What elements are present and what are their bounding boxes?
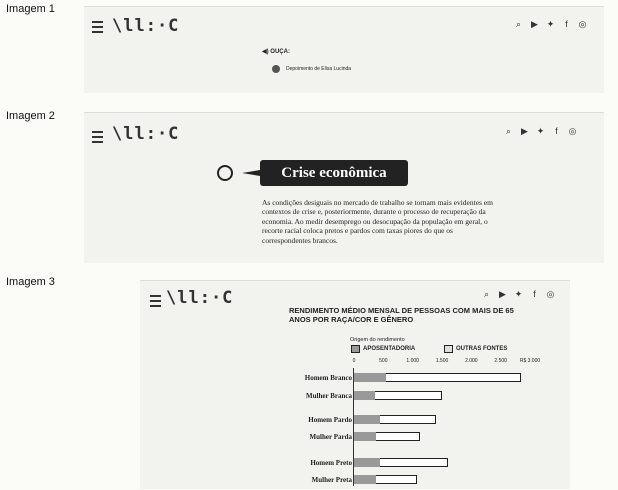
menu-icon[interactable] — [92, 131, 103, 143]
search-icon[interactable]: ⌕ — [505, 126, 512, 136]
bar-aposentadoria — [354, 373, 386, 382]
category-label: Homem Branco — [304, 374, 352, 382]
category-label: Homem Pardo — [308, 416, 352, 424]
bar-aposentadoria — [354, 415, 380, 424]
legend-item-outras-fontes — [444, 345, 507, 353]
twitter-icon[interactable]: ✦ — [546, 19, 555, 29]
instagram-icon[interactable]: ◎ — [578, 19, 587, 29]
menu-icon[interactable] — [150, 295, 161, 307]
youtube-icon[interactable]: ▶ — [521, 126, 528, 136]
chart-title: RENDIMENTO MÉDIO MENSAL DE PESSOAS COM MAIS DE 65 ANOS POR RAÇA/COR E GÊNERO — [289, 306, 514, 324]
site-logo[interactable]: \ll:·C — [112, 16, 180, 36]
legend-item-aposentadoria — [351, 345, 415, 353]
label-imagem-1: Imagem 1 — [6, 3, 55, 15]
legend-label-aposentadoria: APOSENTADORIA — [363, 346, 416, 352]
screenshot-panel-1 — [84, 6, 604, 93]
section-title: Crise econômica — [260, 160, 408, 186]
category-label: Mulher Branca — [306, 392, 352, 400]
menu-icon[interactable] — [92, 21, 103, 33]
x-tick-label: R$ 3.000 — [519, 358, 541, 364]
marker-circle-icon — [217, 165, 233, 181]
x-tick-label: 2.500 — [494, 358, 507, 364]
x-tick-label: 0 — [352, 358, 356, 364]
site-logo[interactable]: \ll:·C — [112, 124, 180, 144]
category-label: Homem Preto — [310, 459, 352, 467]
category-label: Mulher Parda — [309, 433, 352, 441]
x-tick-label: 1.000 — [406, 358, 419, 364]
bar-aposentadoria — [354, 391, 375, 400]
legend-swatch-aposentadoria — [351, 345, 360, 353]
x-tick-label: 1.500 — [435, 358, 449, 364]
social-icons — [482, 289, 555, 300]
instagram-icon[interactable]: ◎ — [546, 289, 555, 299]
bar-aposentadoria — [354, 432, 376, 441]
search-icon[interactable]: ⌕ — [483, 289, 490, 299]
facebook-icon[interactable]: f — [533, 289, 536, 299]
section-text: As condições desiguais no mercado de trabalho se tornam mais evidentes em contextos de crise e, posteriormente, durante o processo de recuperação da economia. Ao medir desemprego ou desocupação da população em geral, o recorte racial coloca pretos e pardos com taxas piores do que os correspondentes brancos. — [262, 198, 493, 245]
audio-track[interactable] — [272, 65, 351, 73]
twitter-icon[interactable]: ✦ — [514, 289, 523, 299]
track-title: Depoimento de Elisa Lucinda — [286, 66, 352, 72]
site-logo[interactable]: \ll:·C — [166, 288, 234, 308]
legend-title: Origem do rendimento — [350, 337, 405, 343]
category-label: Mulher Preta — [311, 476, 352, 484]
bar-aposentadoria — [354, 475, 376, 484]
chart-axis — [353, 368, 354, 486]
x-tick-label: 500 — [379, 358, 388, 364]
social-icons — [514, 19, 587, 30]
label-imagem-3: Imagem 3 — [6, 276, 55, 288]
youtube-icon[interactable]: ▶ — [499, 289, 506, 299]
facebook-icon[interactable]: f — [565, 19, 568, 29]
search-icon[interactable]: ⌕ — [515, 19, 522, 29]
instagram-icon[interactable]: ◎ — [568, 126, 577, 136]
twitter-icon[interactable]: ✦ — [536, 126, 545, 136]
label-imagem-2: Imagem 2 — [6, 110, 55, 122]
audio-title: ◀) OUÇA: — [262, 49, 290, 55]
bar-aposentadoria — [354, 458, 380, 467]
legend-swatch-outras-fontes — [444, 345, 453, 353]
play-icon[interactable] — [272, 65, 280, 73]
legend-label-outras-fontes: OUTRAS FONTES — [456, 346, 508, 352]
social-icons — [504, 126, 577, 137]
youtube-icon[interactable]: ▶ — [531, 19, 538, 29]
facebook-icon[interactable]: f — [555, 126, 558, 136]
x-tick-label: 2.000 — [465, 358, 478, 364]
